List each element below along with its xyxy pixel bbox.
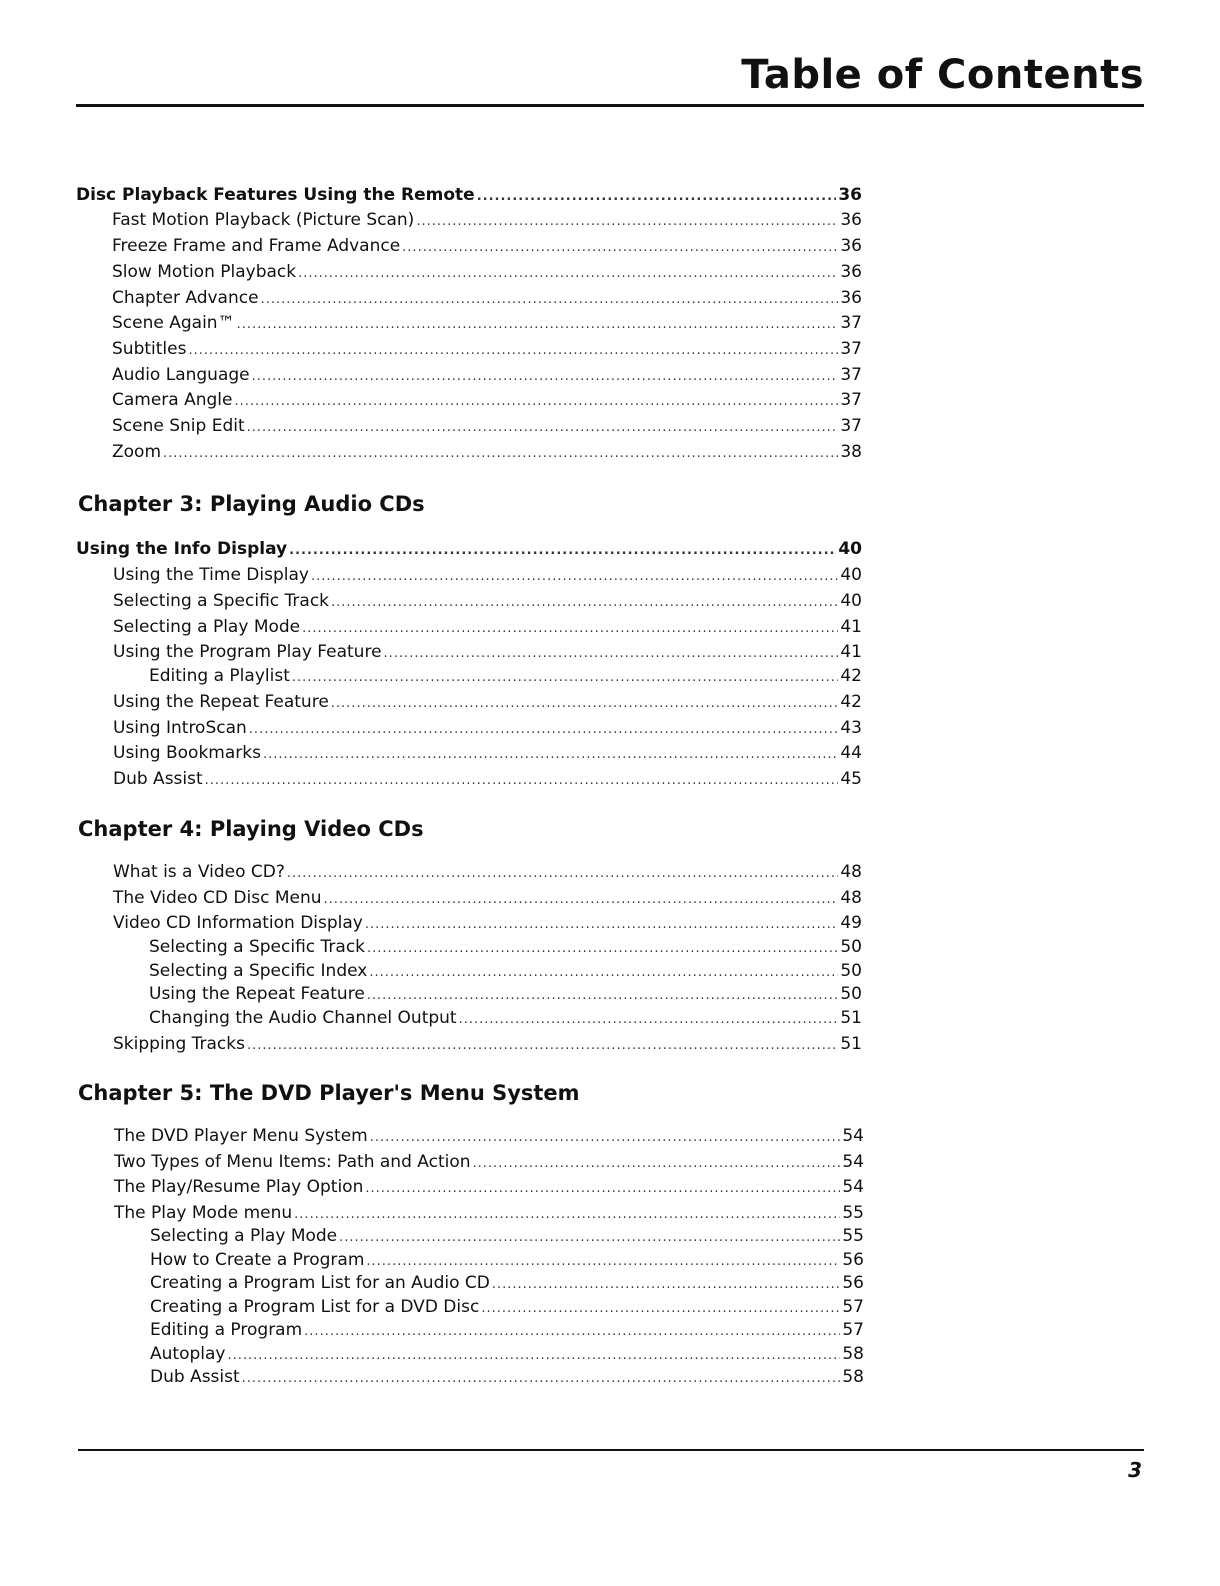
toc-entry[interactable]: The DVD Player Menu System ..... 54 — [114, 1124, 864, 1148]
toc-entry[interactable]: Selecting a Specific Index ..... 50 — [149, 959, 862, 983]
toc-entry[interactable]: Scene Again™ ..... 37 — [112, 311, 862, 335]
toc-entry[interactable]: Audio Language ..... 37 — [112, 363, 862, 387]
toc-entry[interactable]: Autoplay ..... 58 — [150, 1342, 864, 1366]
toc-entry[interactable]: Skipping Tracks ..... 51 — [113, 1032, 862, 1056]
toc-entry[interactable]: Slow Motion Playback ..... 36 — [112, 260, 862, 284]
toc-entry[interactable]: Scene Snip Edit ..... 37 — [112, 414, 862, 438]
chapter-3-heading: Chapter 3: Playing Audio CDs — [78, 492, 425, 516]
toc-entry[interactable]: Chapter Advance ..... 36 — [112, 286, 862, 310]
toc-entry[interactable]: Two Types of Menu Items: Path and Action ..... 54 — [114, 1150, 864, 1174]
page-number: 3 — [1128, 1458, 1142, 1482]
toc-entry[interactable]: Creating a Program List for a DVD Disc ..... 57 — [150, 1295, 864, 1319]
toc-entry[interactable]: Freeze Frame and Frame Advance ..... 36 — [112, 234, 862, 258]
toc-entry[interactable]: Selecting a Play Mode ..... 41 — [113, 615, 862, 639]
toc-entry[interactable]: Using IntroScan ..... 43 — [113, 716, 862, 740]
toc-entry[interactable]: Video CD Information Display ..... 49 — [113, 911, 862, 935]
toc-entry[interactable]: Using the Time Display ..... 40 — [113, 563, 862, 587]
toc-entry[interactable]: Editing a Program ..... 57 — [150, 1318, 864, 1342]
toc-entry[interactable]: Using the Info Display ..... 40 — [76, 537, 862, 561]
toc-entry[interactable]: Selecting a Specific Track ..... 50 — [149, 935, 862, 959]
toc-entry[interactable]: Selecting a Specific Track ..... 40 — [113, 589, 862, 613]
toc-entry[interactable]: Editing a Playlist ..... 42 — [149, 664, 862, 688]
toc-entry[interactable]: Changing the Audio Channel Output ..... 51 — [149, 1006, 862, 1030]
toc-entry[interactable]: Using the Program Play Feature ..... 41 — [113, 640, 862, 664]
toc-entry[interactable]: Zoom ..... 38 — [112, 440, 862, 464]
chapter-4-heading: Chapter 4: Playing Video CDs — [78, 817, 424, 841]
toc-entry[interactable]: Creating a Program List for an Audio CD ..... 56 — [150, 1271, 864, 1295]
toc-entry[interactable]: The Play/Resume Play Option ..... 54 — [114, 1175, 864, 1199]
toc-entry[interactable]: What is a Video CD? ..... 48 — [113, 860, 862, 884]
toc-entry[interactable]: Dub Assist ..... 45 — [113, 767, 862, 791]
toc-entry[interactable]: Disc Playback Features Using the Remote ..... 36 — [76, 183, 862, 207]
toc-entry[interactable]: How to Create a Program ..... 56 — [150, 1248, 864, 1272]
toc-entry[interactable]: Subtitles ..... 37 — [112, 337, 862, 361]
toc-entry[interactable]: The Play Mode menu ..... 55 — [114, 1201, 864, 1225]
toc-entry[interactable]: Dub Assist ..... 58 — [150, 1365, 864, 1389]
header-rule — [76, 104, 1144, 107]
toc-entry[interactable]: Selecting a Play Mode ..... 55 — [150, 1224, 864, 1248]
toc-entry[interactable]: Using Bookmarks ..... 44 — [113, 741, 862, 765]
toc-entry[interactable]: Camera Angle ..... 37 — [112, 388, 862, 412]
page-title: Table of Contents — [741, 52, 1144, 98]
toc-entry[interactable]: Fast Motion Playback (Picture Scan) ..... 36 — [112, 208, 862, 232]
chapter-5-heading: Chapter 5: The DVD Player's Menu System — [78, 1081, 580, 1105]
footer-rule — [78, 1449, 1144, 1451]
toc-entry[interactable]: Using the Repeat Feature ..... 42 — [113, 690, 862, 714]
toc-entry[interactable]: The Video CD Disc Menu ..... 48 — [113, 886, 862, 910]
toc-entry[interactable]: Using the Repeat Feature ..... 50 — [149, 982, 862, 1006]
